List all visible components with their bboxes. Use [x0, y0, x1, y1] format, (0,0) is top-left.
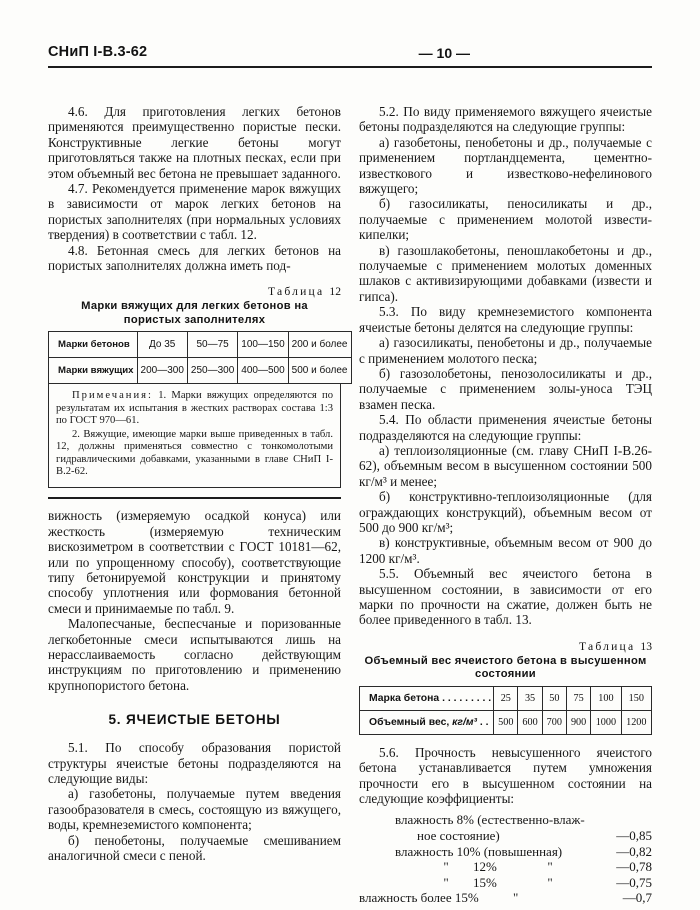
table-cell: 700	[542, 710, 566, 734]
paragraph-5-2: 5.2. По виду применяемого вяжущего ячеистые бетоны подразделяются на следующие группы:	[359, 104, 652, 135]
paragraph-5-2-b: б) газосиликаты, пеносиликаты и др., получаемые с применением молотой извести-кипелки;	[359, 196, 652, 243]
table-13-row1-header: Марка бетона . . . . . . . . .	[360, 686, 494, 710]
table-13-title	[359, 655, 652, 682]
paragraph-5-1-b: б) пенобетоны, получаемые смешиванием аналогичной смеси с пеной.	[48, 832, 341, 864]
table-cell: 25	[494, 686, 518, 710]
coefficient-value: —0,75	[616, 874, 652, 890]
paragraph-5-2-v: в) газошлакобетоны, пеношлакобетоны и др., получаемые с применением молотых доменных шлаков с активизирующими добавками (извести и гипса).	[359, 242, 652, 304]
table-13-row2-header	[360, 710, 494, 734]
table-cell: 50	[542, 686, 566, 710]
table-row	[49, 332, 352, 358]
table-cell: 35	[518, 686, 542, 710]
coefficient-label: влажность 8% (естественно-влаж-	[395, 812, 585, 828]
document-code: СНиП I-В.3-62	[48, 44, 148, 60]
coefficient-label: влажность более 15%	[359, 890, 479, 906]
coefficient-label: влажность 10% (повышенная)	[395, 843, 563, 859]
section-heading-5: 5. ЯЧЕИСТЫЕ БЕТОНЫ	[108, 712, 281, 728]
table-cell: 1200	[621, 710, 651, 734]
coefficient-value: —0,82	[616, 843, 652, 859]
paragraph-4-8-continued: вижность (измеряемую осадкой конуса) или жесткость (измеряемую техническим вискозиметром в соответствии с ГОСТ 10181—62, или по упрощенному способу), соответствующие типу бетонируемой конструкции и принятому способу уплотнения или формования бетонной смеси и принимаемые по табл. 9.	[48, 508, 341, 616]
table-12-title-line2: пористых заполнителях	[123, 313, 266, 326]
table-13-number-label: Таблица	[579, 639, 636, 653]
paragraph-5-3-b: б) газозолобетоны, пенозолосиликаты и др., получаемые с применением золы-уноса ТЭЦ взамен песка.	[359, 365, 652, 412]
table-row	[49, 358, 352, 384]
coefficient-row	[359, 828, 652, 844]
coefficient-list	[359, 812, 652, 906]
paragraph-5-4-v: в) конструктивные, объемным весом от 900 до 1200 кг/м³.	[359, 535, 652, 566]
table-13-number	[359, 640, 652, 653]
paragraph-5-3-a: а) газосиликаты, пенобетоны и др., получаемые с применением молотого песка;	[359, 335, 652, 366]
table-row	[360, 686, 652, 710]
paragraph-5-5: 5.5. Объемный вес ячеистого бетона в высушенном состоянии, в зависимости от его марки по прочности на сжатие, должен быть не более приведенного в табл. 13.	[359, 566, 652, 628]
note-1-text: 1. Марки вяжущих определяются по результатам их испытания в жестких растворах состава 1:3 по ГОСТ 970—61.	[56, 390, 333, 427]
paragraph-5-1: 5.1. По способу образования пористой структуры ячеистые бетоны подразделяются на следующие виды:	[48, 740, 341, 786]
table-12-number-label: Таблица	[268, 285, 325, 299]
ditto-mark: "	[547, 874, 553, 890]
row2-header-unit: кг/м³	[452, 716, 477, 728]
paragraph-5-4-a: а) теплоизоляционные (см. главу СНиП I-В.26-62), объемным весом в высушенном состоянии 500 кг/м³ и менее;	[359, 442, 652, 489]
post-table-rule	[48, 497, 341, 499]
table-row	[360, 710, 652, 734]
table-cell: 100—150	[238, 332, 288, 358]
paragraph-malopeschanye: Малопесчаные, беспесчаные и поризованные легкобетонные смеси испытываются лишь на нерасслаиваемость согласно действующим инструкциям по приготовлению и применению крупнопористого бетона.	[48, 616, 341, 693]
paragraph-5-4-b: б) конструктивно-теплоизоляционные (для ограждающих конструкций), объемным весом от 500 до 900 кг/м³;	[359, 489, 652, 535]
table-cell: 200—300	[137, 358, 187, 384]
coefficient-row	[359, 844, 652, 860]
paragraph-5-3: 5.3. По виду кремнеземистого компонента ячеистые бетоны делятся на следующие группы:	[359, 304, 652, 335]
coefficient-value: —0,78	[616, 859, 652, 875]
table-cell: До 35	[137, 332, 187, 358]
coefficient-row	[359, 812, 652, 828]
ditto-mark: "	[547, 859, 553, 875]
paragraph-5-6: 5.6. Прочность невысушенного ячеистого бетона устанавливается путем умножения прочности его в высушенном состоянии на следующие коэффициенты:	[359, 744, 652, 807]
coefficient-value: —0,85	[616, 828, 652, 844]
ditto-mark: "	[443, 859, 449, 875]
table-cell: 1000	[591, 710, 621, 734]
table-cell: 200 и более	[288, 332, 351, 358]
table-cell: 75	[566, 686, 590, 710]
table-cell: 500	[494, 710, 518, 734]
left-column	[48, 104, 348, 864]
table-12-note-2: 2. Вяжущие, имеющие марки выше приведенных в табл. 12, должны применяться совместно с тонкомолотыми гидравлическими добавками, указанными в главе СНиП I-В.2-62.	[56, 428, 333, 477]
coefficient-row	[359, 875, 652, 891]
table-12-row2-header: Марки вяжущих	[49, 358, 138, 384]
body-columns	[48, 104, 652, 906]
table-12-note-1	[56, 390, 333, 427]
table-cell: 100	[591, 686, 621, 710]
table-12-title	[48, 300, 341, 327]
coefficient-row	[359, 890, 652, 906]
coefficient-value: —0,7	[622, 890, 652, 906]
table-cell: 150	[621, 686, 651, 710]
table-cell: 600	[518, 710, 542, 734]
table-12-title-line1: Марки вяжущих для легких бетонов на	[81, 300, 308, 313]
paragraph-5-1-a: а) газобетоны, получаемые путем введения газообразователя в смесь, состоящую из вяжущего, воды, кремнеземистого компонента;	[48, 786, 341, 833]
paragraph-5-4: 5.4. По области применения ячеистые бетоны подразделяются на следующие группы:	[359, 412, 652, 443]
table-13-title-line1: Объемный вес ячеистого бетона в высушенном	[364, 654, 647, 667]
table-12-number-value: 12	[329, 285, 341, 299]
table-cell: 500 и более	[288, 358, 351, 384]
coefficient-row	[359, 859, 652, 875]
table-cell: 900	[566, 710, 590, 734]
table-13-title-line2: состоянии	[475, 668, 536, 681]
paragraph-4-8: 4.8. Бетонная смесь для легких бетонов на пористых заполнителях должна иметь под-	[48, 242, 341, 274]
coefficient-label: ное состояние)	[417, 828, 500, 844]
paragraph-5-2-a: а) газобетоны, пенобетоны и др., получаемые с применением портландцемента, цементно-известкового и известково-нефелинового вяжущего;	[359, 134, 652, 197]
table-cell: 50—75	[187, 332, 237, 358]
ditto-mark: "	[443, 874, 449, 890]
table-13-number-value: 13	[640, 639, 652, 653]
paragraph-4-6: 4.6. Для приготовления легких бетонов применяются преимущественно пористые пески. Конструктивные легкие бетоны могут приготовляться также на плотных песках, если при этом объемный вес бетона не превышает заданного.	[48, 104, 341, 181]
table-12-number	[48, 285, 341, 298]
coefficient-percent: 15%	[473, 874, 497, 890]
table-13	[359, 686, 652, 735]
right-column	[359, 104, 652, 906]
notes-label: Примечания:	[72, 390, 153, 402]
table-cell: 400—500	[238, 358, 288, 384]
row2-header-tail: . .	[477, 716, 489, 728]
table-12	[48, 331, 352, 384]
page-number: — 10 —	[418, 45, 470, 61]
table-12-row1-header: Марки бетонов	[49, 332, 138, 358]
paragraph-4-7: 4.7. Рекомендуется применение марок вяжущих в зависимости от марок легких бетонов на пористых заполнителях (при нормальных условиях твердения) в соответствии с табл. 12.	[48, 181, 341, 243]
table-cell: 250—300	[187, 358, 237, 384]
coefficient-percent: 12%	[473, 859, 497, 875]
table-12-notes	[48, 383, 341, 488]
row2-header-text: Объемный вес,	[369, 716, 453, 728]
running-head	[48, 44, 652, 70]
header-rule	[48, 66, 652, 68]
ditto-mark: "	[513, 890, 519, 906]
